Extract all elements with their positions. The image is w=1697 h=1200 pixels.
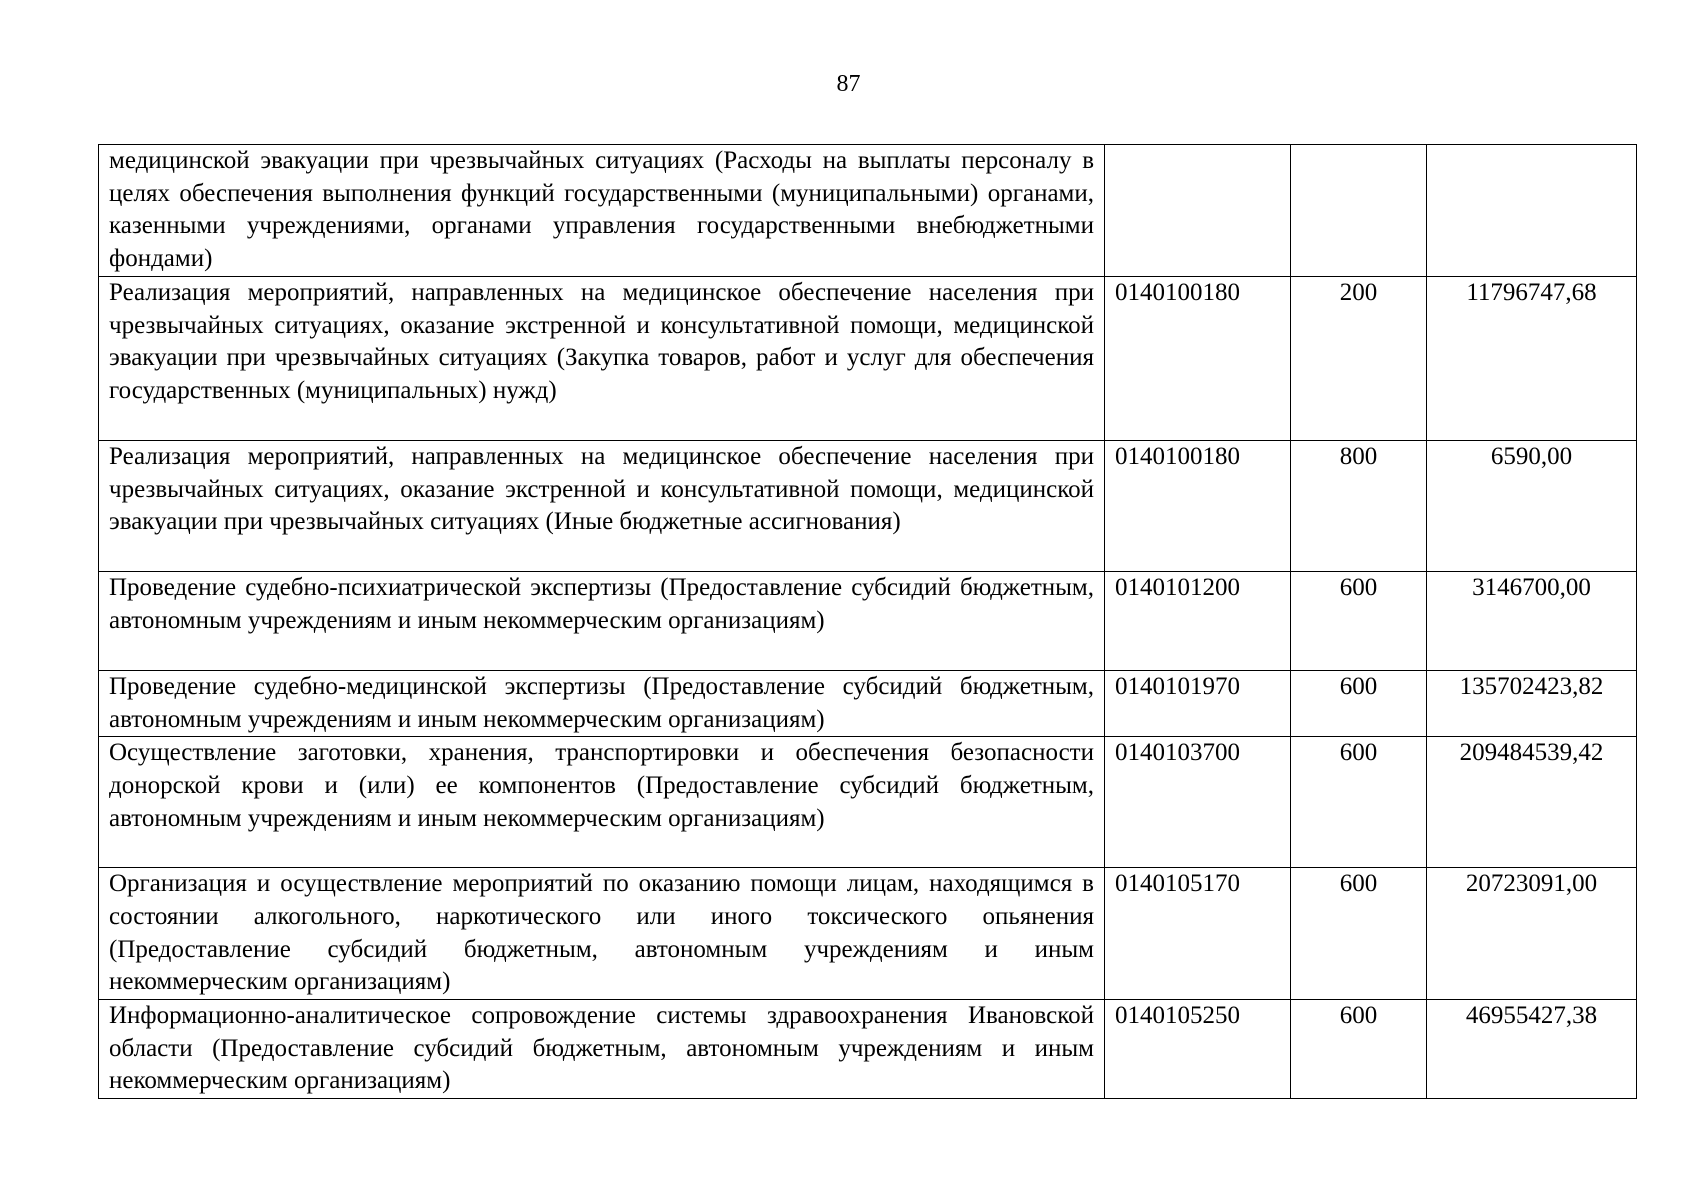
expense-type-cell: 200: [1291, 276, 1427, 440]
table-row: [99, 571, 1637, 670]
target-code-cell: 0140105250: [1105, 1000, 1291, 1099]
expense-type-cell: 600: [1291, 1000, 1427, 1099]
target-code-cell: 0140105170: [1105, 868, 1291, 1000]
amount-cell: [1427, 145, 1637, 277]
expense-type-cell: 600: [1291, 737, 1427, 868]
table-row: [99, 1000, 1637, 1099]
description-cell: медицинской эвакуации при чрезвычайных ситуациях (Расходы на выплаты персоналу в целях обеспечения выполнения функций государственными (муниципальными) органами, казенными учреждениями, органами управления государственными внебюджетными фондами): [99, 145, 1105, 277]
target-code-cell: 0140101200: [1105, 571, 1291, 670]
target-code-cell: 0140100180: [1105, 440, 1291, 571]
budget-table: [98, 144, 1637, 1099]
target-code-cell: [1105, 145, 1291, 277]
table-row: [99, 737, 1637, 868]
description-cell: Информационно-аналитическое сопровождение системы здравоохранения Ивановской области (Предоставление субсидий бюджетным, автономным учреждениям и иным некоммерческим организациям): [99, 1000, 1105, 1099]
target-code-cell: 0140103700: [1105, 737, 1291, 868]
target-code-cell: 0140100180: [1105, 276, 1291, 440]
expense-type-cell: [1291, 145, 1427, 277]
description-cell: Осуществление заготовки, хранения, транспортировки и обеспечения безопасности донорской крови и (или) ее компонентов (Предоставление субсидий бюджетным, автономным учреждениям и иным некоммерческим организациям): [99, 737, 1105, 868]
table-row: [99, 440, 1637, 571]
amount-cell: 11796747,68: [1427, 276, 1637, 440]
table-row: [99, 670, 1637, 736]
expense-type-cell: 600: [1291, 868, 1427, 1000]
description-cell: Проведение судебно-психиатрической экспертизы (Предоставление субсидий бюджетным, автономным учреждениям и иным некоммерческим организациям): [99, 571, 1105, 670]
amount-cell: 209484539,42: [1427, 737, 1637, 868]
table-row: [99, 868, 1637, 1000]
amount-cell: 20723091,00: [1427, 868, 1637, 1000]
description-cell: Проведение судебно-медицинской экспертизы (Предоставление субсидий бюджетным, автономным учреждениям и иным некоммерческим организациям): [99, 670, 1105, 736]
description-cell: Организация и осуществление мероприятий по оказанию помощи лицам, находящимся в состоянии алкогольного, наркотического или иного токсического опьянения (Предоставление субсидий бюджетным, автономным учреждениям и иным некоммерческим организациям): [99, 868, 1105, 1000]
amount-cell: 135702423,82: [1427, 670, 1637, 736]
table-row: [99, 145, 1637, 277]
table-row: [99, 276, 1637, 440]
target-code-cell: 0140101970: [1105, 670, 1291, 736]
expense-type-cell: 600: [1291, 571, 1427, 670]
description-cell: Реализация мероприятий, направленных на медицинское обеспечение населения при чрезвычайных ситуациях, оказание экстренной и консультативной помощи, медицинской эвакуации при чрезвычайных ситуациях (Иные бюджетные ассигнования): [99, 440, 1105, 571]
amount-cell: 6590,00: [1427, 440, 1637, 571]
amount-cell: 3146700,00: [1427, 571, 1637, 670]
description-cell: Реализация мероприятий, направленных на медицинское обеспечение населения при чрезвычайных ситуациях, оказание экстренной и консультативной помощи, медицинской эвакуации при чрезвычайных ситуациях (Закупка товаров, работ и услуг для обеспечения государственных (муниципальных) нужд): [99, 276, 1105, 440]
expense-type-cell: 800: [1291, 440, 1427, 571]
page-number: 87: [836, 71, 861, 97]
amount-cell: 46955427,38: [1427, 1000, 1637, 1099]
expense-type-cell: 600: [1291, 670, 1427, 736]
